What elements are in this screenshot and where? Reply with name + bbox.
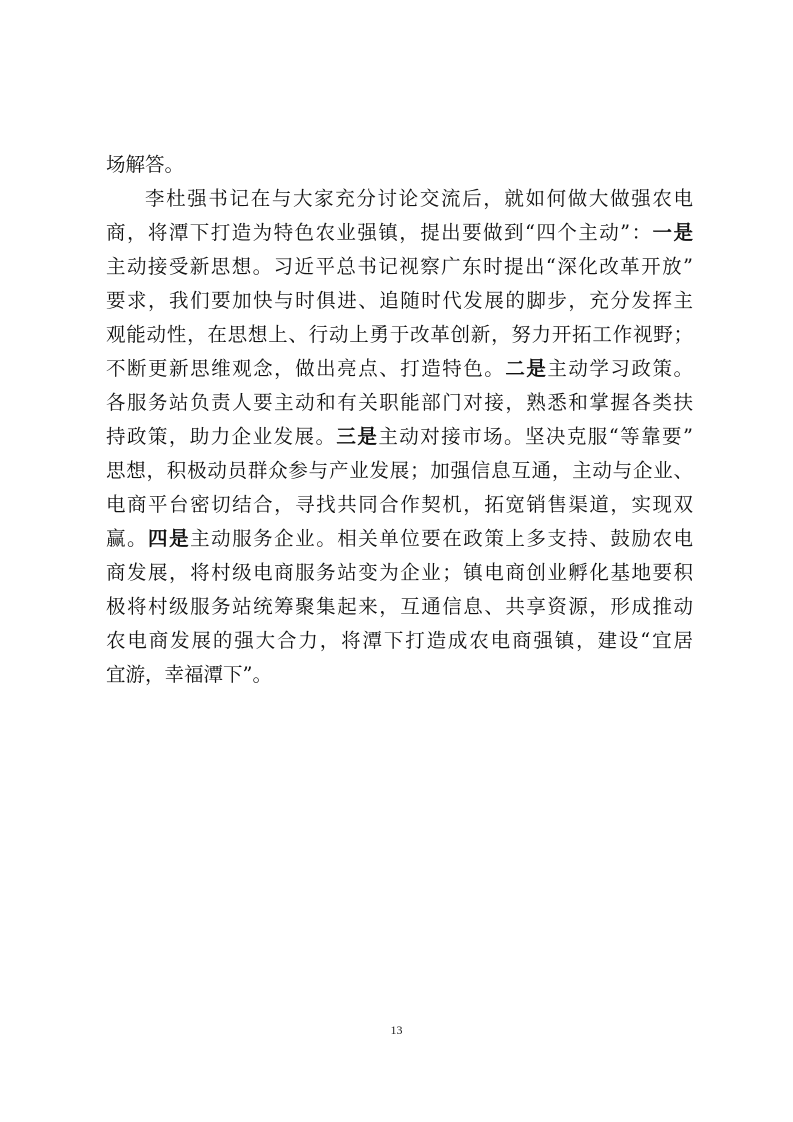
paragraph-2-line-15	[106, 658, 693, 692]
text-run: 主动接受新思想。习近平总书记视察广东时提出“深化改革开放”	[106, 255, 693, 278]
paragraph-2-line-8	[106, 420, 693, 454]
text-run: 主动对接市场。坚决克服“等靠要”	[378, 425, 693, 448]
paragraph-2-line-14	[106, 624, 693, 658]
text-run: 主动服务企业。相关单位要在政策上多支持、鼓励农电	[190, 527, 693, 550]
text-run: 商，将潭下打造为特色农业强镇，提出要做到“四个主动”：	[106, 221, 653, 244]
paragraph-2-line-2	[106, 216, 693, 250]
keyword-three: 三是	[336, 425, 379, 448]
text-run: 持政策，助力企业发展。	[106, 425, 337, 448]
paragraph-2-line-5	[106, 318, 693, 352]
body-text	[106, 148, 693, 692]
paragraph-2-line-7	[106, 386, 693, 420]
paragraph-2-line-13	[106, 590, 693, 624]
paragraph-2-line-11	[106, 522, 693, 556]
text-run: 农电商发展的强大合力，将潭下打造成农电商强镇，建设“宜居	[106, 629, 693, 652]
paragraph-1-line	[106, 148, 693, 182]
text-run: 李杜强书记在与大家充分讨论交流后，就如何做大做强农电	[145, 187, 693, 210]
text-run: 宜游，幸福潭下”。	[106, 663, 272, 686]
paragraph-2-line-3	[106, 250, 693, 284]
paragraph-2-line-6	[106, 352, 693, 386]
text-run: 要求，我们要加快与时俱进、追随时代发展的脚步，充分发挥主	[106, 289, 693, 312]
text-run: 极将村级服务站统筹聚集起来，互通信息、共享资源，形成推动	[106, 595, 693, 618]
paragraph-2-line-9	[106, 454, 693, 488]
text-run: 场解答。	[106, 153, 185, 176]
keyword-four: 四是	[148, 527, 191, 550]
text-run: 电商平台密切结合，寻找共同合作契机，拓宽销售渠道，实现双	[106, 493, 693, 516]
text-run: 赢。	[106, 527, 149, 550]
page-number: 13	[390, 1023, 403, 1037]
text-run: 思想，积极动员群众参与产业发展；加强信息互通，主动与企业、	[106, 459, 693, 482]
text-run: 观能动性，在思想上、行动上勇于改革创新，努力开拓工作视野；	[106, 323, 693, 346]
keyword-two: 二是	[505, 357, 548, 380]
text-run: 各服务站负责人要主动和有关职能部门对接，熟悉和掌握各类扶	[106, 391, 693, 414]
keyword-one: 一是	[652, 221, 693, 244]
text-run: 商发展，将村级电商服务站变为企业；镇电商创业孵化基地要积	[106, 561, 693, 584]
paragraph-2-line-1	[106, 182, 693, 216]
paragraph-2-line-4	[106, 284, 693, 318]
paragraph-2-line-10	[106, 488, 693, 522]
paragraph-2-line-12	[106, 556, 693, 590]
text-run: 主动学习政策。	[547, 357, 693, 380]
text-run: 不断更新思维观念，做出亮点、打造特色。	[106, 357, 506, 380]
